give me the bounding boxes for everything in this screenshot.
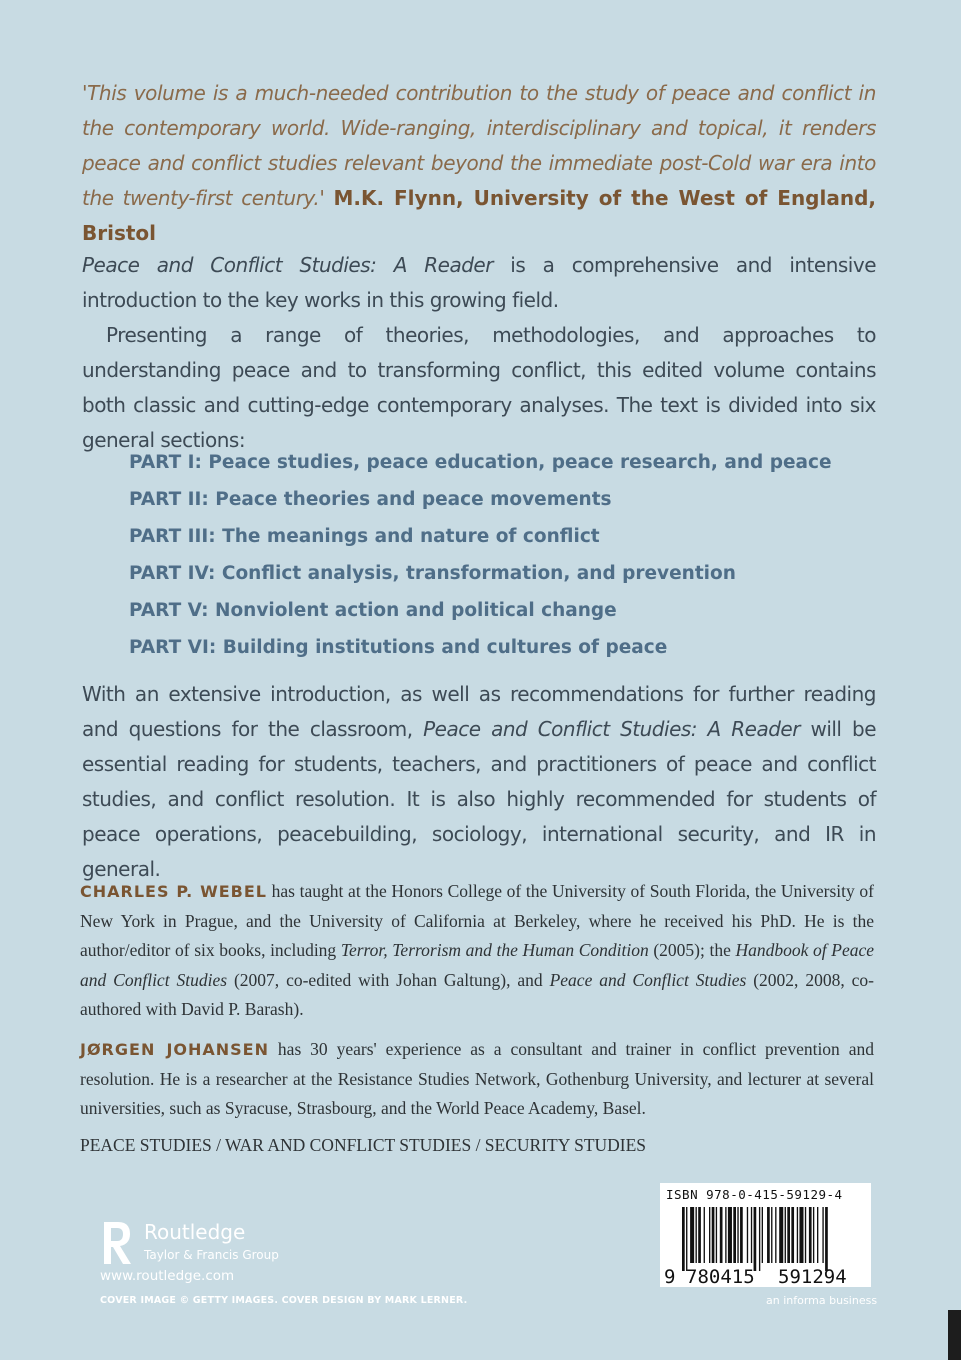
part-item: PART I: Peace studies, peace education, peace research, and peace <box>129 452 832 473</box>
barcode-bar <box>698 1207 701 1263</box>
barcode-bar <box>740 1207 743 1263</box>
barcode-bar <box>686 1207 687 1271</box>
barcode-bar <box>797 1207 798 1263</box>
barcode-bar <box>696 1207 697 1263</box>
barcode-bar <box>779 1207 783 1263</box>
author-bio-webel: CHARLES P. WEBEL has taught at the Honors College of the University of South Florida, the University of New York in Prague, and the University of California at Berkeley, where he received his PhD. He is the author/editor of six books, including Terror, Terrorism and the Human Condition (2005); the Handbook of Peace and Conflict Studies (2007, co-edited with Johan Galtung), and Peace and Conflict Studies (2002, 2008, co-authored with David P. Barash). <box>80 881 875 1019</box>
barcode-bar <box>733 1207 736 1263</box>
barcode-digit-first: 9 <box>664 1266 676 1287</box>
barcode-digits-left: 780415 <box>686 1266 755 1287</box>
isbn-barcode <box>660 1183 871 1287</box>
barcode-bar <box>825 1207 828 1271</box>
isbn-label: ISBN 978-0-415-59129-4 <box>666 1187 843 1202</box>
author-name: JØRGEN JOHANSEN <box>80 1040 270 1059</box>
barcode-bar <box>751 1207 752 1263</box>
quote-text: 'This volume is a much-needed contribution to the study of peace and conflict in the contemporary world. Wide-ranging, interdisciplinary and topical, it renders peace and conflict studies relevant beyond the immediate post-Cold war era into the twenty-first century.' <box>82 81 876 210</box>
publisher-name: Routledge <box>144 1220 246 1244</box>
book-title-italic: Peace and Conflict Studies: A Reader <box>82 253 493 277</box>
barcode-digits-right: 591294 <box>778 1266 847 1287</box>
barcode-bar <box>767 1207 770 1263</box>
cover-credit: COVER IMAGE © GETTY IMAGES. COVER DESIGN BY MARK LERNER. <box>100 1295 468 1306</box>
parts-list <box>129 444 832 666</box>
part-item: PART IV: Conflict analysis, transformation, and prevention <box>129 563 736 584</box>
publisher-group: Taylor & Francis Group <box>144 1248 279 1262</box>
part-item: PART II: Peace theories and peace movements <box>129 489 612 510</box>
barcode-bar <box>747 1207 748 1263</box>
author-name: CHARLES P. WEBEL <box>80 882 267 901</box>
barcode-bar <box>716 1207 717 1263</box>
closing-paragraph: With an extensive introduction, as well as recommendations for further reading and questions for the classroom, Peace and Conflict Studies: A Reader will be essential reading for students, teachers, and practitioners of peace and conflict studies, and conflict resolution. It is also highly recommended for students of peace operations, peacebuilding, sociology, international security, and IR in general. <box>82 682 877 881</box>
book-description <box>82 248 876 458</box>
part-item: PART VI: Building institutions and cultures of peace <box>129 637 668 658</box>
barcode-bar <box>737 1207 738 1263</box>
barcode-bar <box>725 1207 726 1263</box>
barcode-bar <box>775 1207 776 1263</box>
barcode-bar <box>799 1207 803 1263</box>
barcode-bar <box>704 1207 705 1263</box>
barcode-bar <box>809 1207 812 1263</box>
barcode-bar <box>709 1207 710 1263</box>
barcode-bar <box>805 1207 806 1263</box>
barcode-bar <box>787 1207 790 1263</box>
publisher-url: www.routledge.com <box>100 1268 235 1284</box>
barcode-bar <box>785 1207 786 1263</box>
subject-categories: PEACE STUDIES / WAR AND CONFLICT STUDIES / SECURITY STUDIES <box>80 1135 647 1155</box>
book-title-italic: Peace and Conflict Studies: A Reader <box>423 717 800 741</box>
description-paragraph-1: Peace and Conflict Studies: A Reader is a comprehensive and intensive introduction to the key works in this growing field. <box>82 253 876 312</box>
barcode-bar <box>712 1207 715 1263</box>
barcode-bar <box>822 1207 823 1263</box>
barcode-bar <box>771 1207 772 1263</box>
quote-attribution: M.K. Flynn, University of the West of England, Bristol <box>82 186 877 245</box>
barcode-bar <box>754 1207 757 1271</box>
barcode-bar <box>817 1207 818 1263</box>
barcode-graphic <box>660 1205 871 1287</box>
barcode-bar <box>762 1207 763 1263</box>
endorsement-quote <box>82 76 876 251</box>
author-bio-johansen: JØRGEN JOHANSEN has 30 years' experience as a consultant and trainer in conflict prevention and resolution. He is a researcher at the Resistance Studies Network, Gothenburg University, and lecturer at several universities, such as Syracuse, Strasbourg, and the World Peace Academy, Basel. <box>80 1039 874 1118</box>
barcode-bar <box>813 1207 814 1263</box>
informa-tagline: an informa business <box>766 1294 878 1307</box>
barcode-bar <box>690 1207 694 1263</box>
routledge-r-icon <box>100 1218 134 1266</box>
barcode-bar <box>791 1207 794 1263</box>
barcode-bar <box>720 1207 723 1263</box>
part-item: PART V: Nonviolent action and political change <box>129 600 617 621</box>
barcode-bar <box>728 1207 732 1263</box>
part-item: PART III: The meanings and nature of conflict <box>129 526 600 547</box>
spine-edge <box>948 1310 961 1360</box>
description-paragraph-2: Presenting a range of theories, methodologies, and approaches to understanding peace and to transforming conflict, this edited volume contains both classic and cutting-edge contemporary analyses. The text is divided into six general sections: <box>82 323 876 452</box>
barcode-bar <box>682 1207 685 1271</box>
barcode-bar <box>759 1207 760 1271</box>
